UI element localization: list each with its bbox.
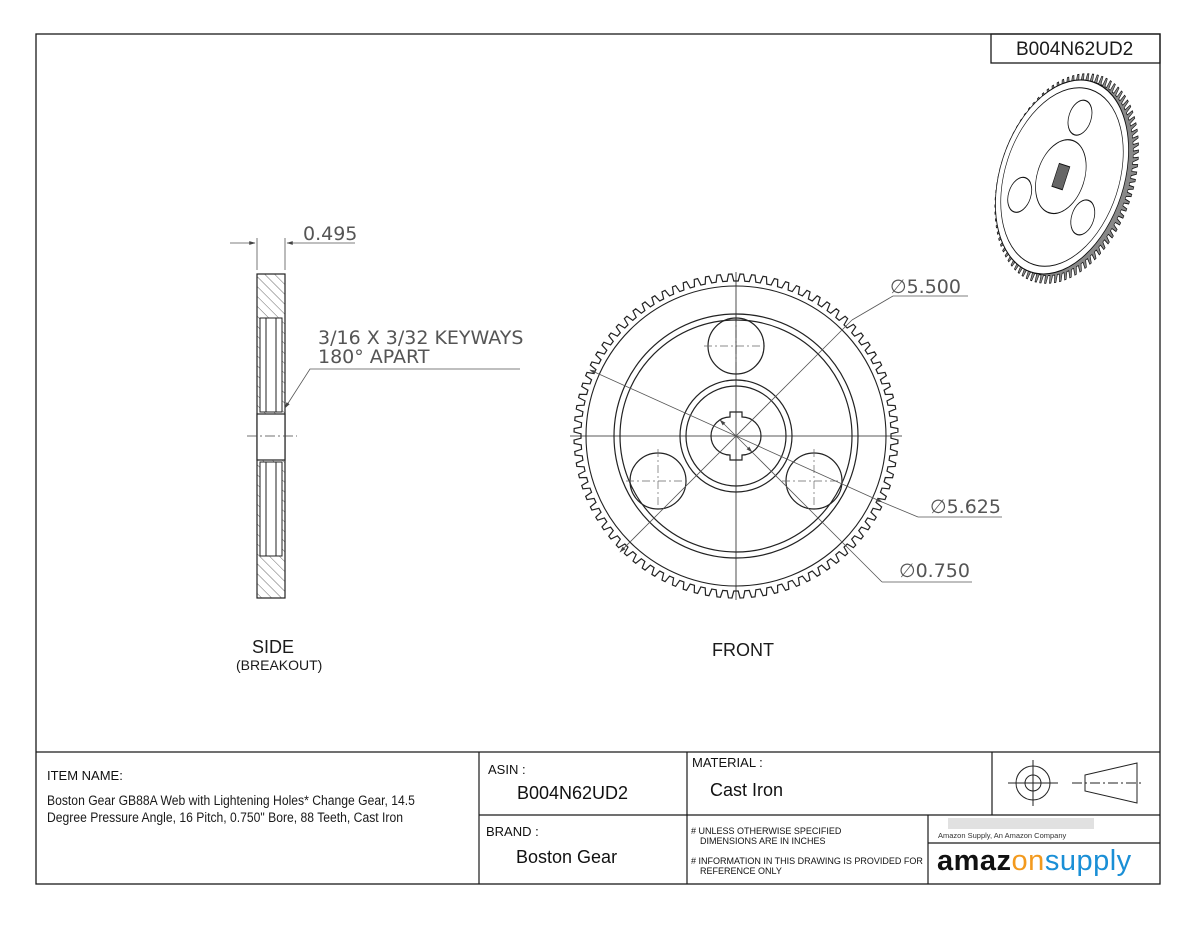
bore-value: 0.750 xyxy=(915,560,970,582)
logo-text-amaz: amaz xyxy=(937,845,1012,877)
diameter-symbol: ∅ xyxy=(930,496,947,518)
side-view-title: SIDE xyxy=(252,637,295,657)
company-info-blur xyxy=(948,818,1094,829)
asin-label: ASIN : xyxy=(488,762,526,777)
logo-text-supply: supply xyxy=(1044,845,1132,877)
asin-value: B004N62UD2 xyxy=(517,783,629,803)
front-view-title: FRONT xyxy=(712,640,774,660)
side-view-subtitle: (BREAKOUT) xyxy=(236,657,323,673)
amazon-supply-logo xyxy=(937,845,1132,878)
projection-symbol xyxy=(1008,760,1143,806)
diameter-symbol: ∅ xyxy=(899,560,916,582)
front-view xyxy=(570,272,1002,600)
item-name-line2: Degree Pressure Angle, 16 Pitch, 0.750" Bore, 88 Teeth, Cast Iron xyxy=(47,810,403,825)
bore-dimension xyxy=(899,560,970,582)
material-label: MATERIAL : xyxy=(692,755,763,770)
note-reference-line2: REFERENCE ONLY xyxy=(700,866,782,876)
note-units-line1: # UNLESS OTHERWISE SPECIFIED xyxy=(691,826,842,836)
brand-label: BRAND : xyxy=(486,824,539,839)
note-units-line2: DIMENSIONS ARE IN INCHES xyxy=(700,836,826,846)
diameter-symbol: ∅ xyxy=(890,276,907,298)
outer-diameter-dimension xyxy=(930,496,1001,518)
side-view xyxy=(230,238,520,598)
keyway-note-line2: 180° APART xyxy=(318,346,430,368)
pitch-diameter-dimension xyxy=(890,276,961,298)
pitch-diameter-value: 5.500 xyxy=(906,276,961,298)
logo-text-on: on xyxy=(1011,845,1045,877)
isometric-view xyxy=(970,55,1164,302)
company-caption: Amazon Supply, An Amazon Company xyxy=(938,831,1067,840)
material-value: Cast Iron xyxy=(710,780,784,800)
item-name-label: ITEM NAME: xyxy=(47,768,123,783)
item-name-line1: Boston Gear GB88A Web with Lightening Holes* Change Gear, 14.5 xyxy=(47,793,415,808)
thickness-dimension: 0.495 xyxy=(303,223,358,245)
outer-diameter-value: 5.625 xyxy=(946,496,1001,518)
keyway-note-line1: 3/16 X 3/32 KEYWAYS xyxy=(318,327,524,349)
part-number: B004N62UD2 xyxy=(1016,39,1134,60)
note-reference-line1: # INFORMATION IN THIS DRAWING IS PROVIDED FOR xyxy=(691,856,923,866)
brand-value: Boston Gear xyxy=(516,847,618,867)
